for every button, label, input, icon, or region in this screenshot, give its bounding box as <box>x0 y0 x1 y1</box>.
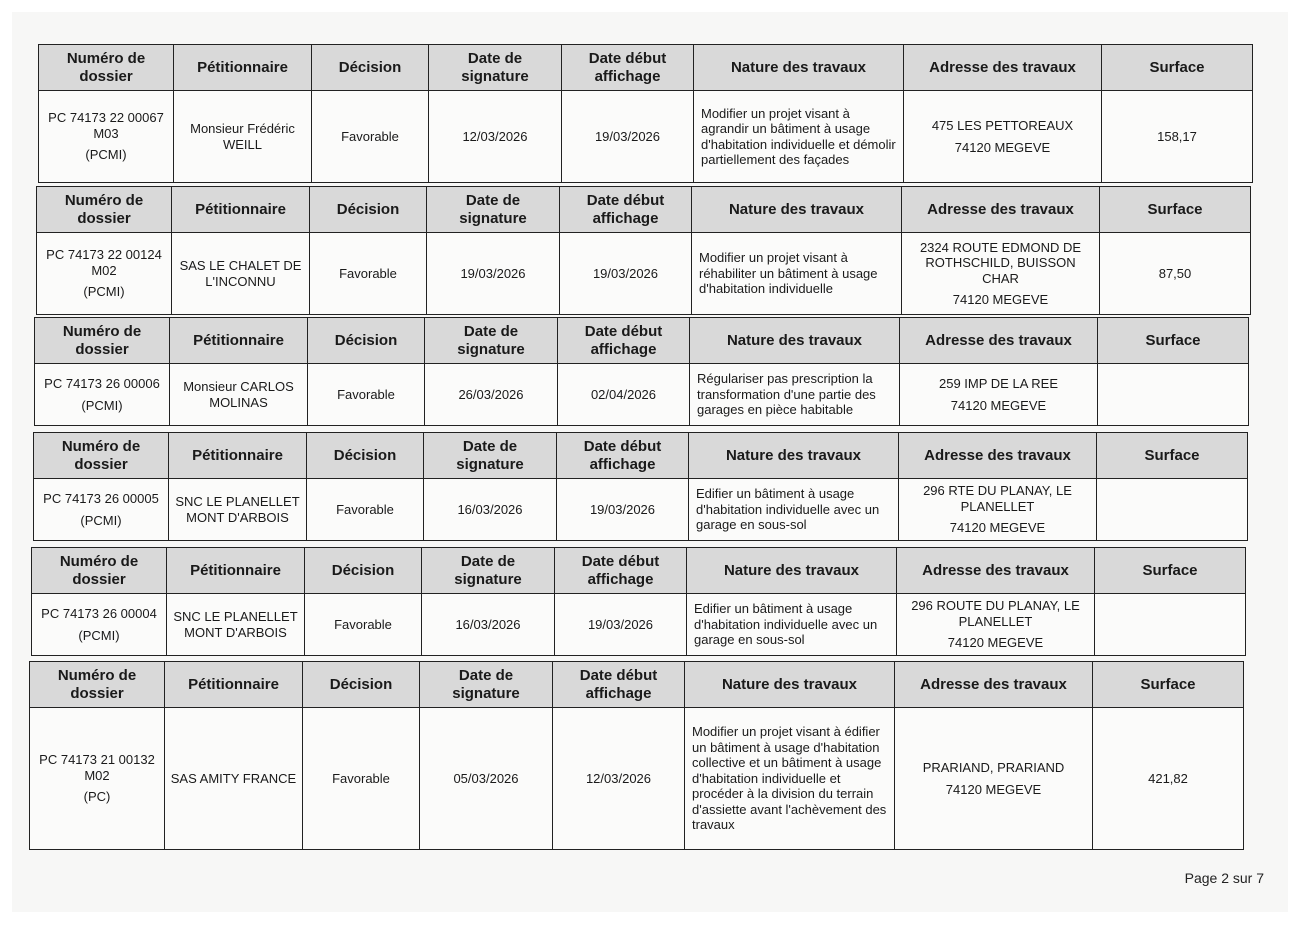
surface-cell <box>1097 479 1248 541</box>
page-number: Page 2 sur 7 <box>1184 870 1264 886</box>
adresse-city: 74120 MEGEVE <box>949 520 1046 536</box>
header-row <box>34 433 1248 479</box>
dossier-type: (PCMI) <box>85 147 127 163</box>
header-row <box>30 662 1244 708</box>
header-petitionnaire: Pétitionnaire <box>172 187 310 233</box>
adresse-city: 74120 MEGEVE <box>952 292 1049 307</box>
adresse-cell <box>899 479 1097 541</box>
date-affichage-cell: 19/03/2026 <box>562 91 694 183</box>
header-row <box>37 187 1251 233</box>
decision-cell: Favorable <box>308 364 425 426</box>
permit-row <box>30 708 1244 850</box>
decision-cell: Favorable <box>303 708 420 850</box>
adresse-line: PRARIAND, PRARIAND <box>922 760 1065 775</box>
dossier-number: PC 74173 21 00132 M02 <box>39 752 155 783</box>
adresse-cell <box>904 91 1102 183</box>
header-adresse: Adresse des travaux <box>895 662 1093 708</box>
permit-table <box>38 44 1253 183</box>
dossier-type: (PCMI) <box>83 284 125 300</box>
date-affichage-cell: 02/04/2026 <box>558 364 690 426</box>
header-surface: Surface <box>1093 662 1244 708</box>
header-row <box>39 45 1253 91</box>
date-signature-cell: 12/03/2026 <box>429 91 562 183</box>
permit-table <box>31 547 1246 656</box>
adresse-cell <box>895 708 1093 850</box>
header-date-affichage: Date début affichage <box>553 662 685 708</box>
surface-cell: 87,50 <box>1100 233 1251 315</box>
header-dossier: Numéro de dossier <box>37 187 172 233</box>
adresse-city: 74120 MEGEVE <box>954 139 1051 155</box>
permit-table <box>34 317 1249 426</box>
header-date-signature: Date de signature <box>425 318 558 364</box>
date-signature-cell: 19/03/2026 <box>427 233 560 315</box>
dossier-cell <box>34 479 169 541</box>
dossier-cell <box>39 91 174 183</box>
header-dossier: Numéro de dossier <box>39 45 174 91</box>
header-date-affichage: Date début affichage <box>557 433 689 479</box>
header-decision: Décision <box>305 548 422 594</box>
permit-row <box>39 91 1253 183</box>
date-affichage-cell: 19/03/2026 <box>555 594 687 656</box>
petitionnaire-cell: SNC LE PLANELLET MONT D'ARBOIS <box>167 594 305 656</box>
decision-cell: Favorable <box>307 479 424 541</box>
header-decision: Décision <box>310 187 427 233</box>
dossier-number: PC 74173 26 00004 <box>41 606 157 621</box>
nature-cell: Edifier un bâtiment à usage d'habitation individuelle avec un garage en sous-sol <box>687 594 897 656</box>
header-petitionnaire: Pétitionnaire <box>170 318 308 364</box>
date-signature-cell: 26/03/2026 <box>425 364 558 426</box>
header-decision: Décision <box>312 45 429 91</box>
date-affichage-cell: 12/03/2026 <box>553 708 685 850</box>
dossier-cell <box>37 233 172 315</box>
petitionnaire-cell: Monsieur Frédéric WEILL <box>174 91 312 183</box>
nature-cell: Modifier un projet visant à réhabiliter un bâtiment à usage d'habitation individuelle <box>692 233 902 315</box>
header-date-signature: Date de signature <box>422 548 555 594</box>
dossier-cell <box>32 594 167 656</box>
adresse-line: 2324 ROUTE EDMOND DE ROTHSCHILD, BUISSON CHAR <box>919 239 1082 286</box>
dossier-number: PC 74173 26 00005 <box>43 491 159 506</box>
petitionnaire-cell: Monsieur CARLOS MOLINAS <box>170 364 308 426</box>
dossier-type: (PC) <box>83 789 111 805</box>
dossier-type: (PCMI) <box>80 512 122 528</box>
header-nature: Nature des travaux <box>694 45 904 91</box>
header-date-signature: Date de signature <box>420 662 553 708</box>
permit-row <box>32 594 1246 656</box>
header-nature: Nature des travaux <box>690 318 900 364</box>
document-page <box>12 12 1288 912</box>
decision-cell: Favorable <box>310 233 427 315</box>
header-dossier: Numéro de dossier <box>34 433 169 479</box>
header-surface: Surface <box>1095 548 1246 594</box>
date-signature-cell: 05/03/2026 <box>420 708 553 850</box>
header-dossier: Numéro de dossier <box>35 318 170 364</box>
header-nature: Nature des travaux <box>689 433 899 479</box>
header-date-signature: Date de signature <box>424 433 557 479</box>
adresse-line: 296 ROUTE DU PLANAY, LE PLANELLET <box>911 598 1080 629</box>
header-petitionnaire: Pétitionnaire <box>169 433 307 479</box>
surface-cell: 158,17 <box>1102 91 1253 183</box>
date-affichage-cell: 19/03/2026 <box>557 479 689 541</box>
header-surface: Surface <box>1097 433 1248 479</box>
adresse-city: 74120 MEGEVE <box>950 397 1047 413</box>
header-dossier: Numéro de dossier <box>30 662 165 708</box>
dossier-cell <box>30 708 165 850</box>
petitionnaire-cell: SAS LE CHALET DE L'INCONNU <box>172 233 310 315</box>
header-nature: Nature des travaux <box>692 187 902 233</box>
dossier-type: (PCMI) <box>78 627 120 643</box>
dossier-type: (PCMI) <box>81 397 123 413</box>
dossier-number: PC 74173 22 00067 M03 <box>48 110 164 141</box>
header-surface: Surface <box>1102 45 1253 91</box>
header-adresse: Adresse des travaux <box>897 548 1095 594</box>
petitionnaire-cell: SAS AMITY FRANCE <box>165 708 303 850</box>
permit-row <box>34 479 1248 541</box>
dossier-number: PC 74173 26 00006 <box>44 376 160 391</box>
header-date-affichage: Date début affichage <box>560 187 692 233</box>
header-adresse: Adresse des travaux <box>900 318 1098 364</box>
header-petitionnaire: Pétitionnaire <box>174 45 312 91</box>
nature-cell: Régulariser pas prescription la transformation d'une partie des garages en pièce habitable <box>690 364 900 426</box>
adresse-line: 296 RTE DU PLANAY, LE PLANELLET <box>923 483 1072 514</box>
adresse-cell <box>897 594 1095 656</box>
header-decision: Décision <box>307 433 424 479</box>
date-affichage-cell: 19/03/2026 <box>560 233 692 315</box>
header-petitionnaire: Pétitionnaire <box>165 662 303 708</box>
nature-cell: Modifier un projet visant à agrandir un bâtiment à usage d'habitation individuelle et démolir partiellement des façades <box>694 91 904 183</box>
header-adresse: Adresse des travaux <box>902 187 1100 233</box>
header-surface: Surface <box>1100 187 1251 233</box>
adresse-city: 74120 MEGEVE <box>947 635 1044 651</box>
surface-cell <box>1095 594 1246 656</box>
header-date-signature: Date de signature <box>429 45 562 91</box>
dossier-number: PC 74173 22 00124 M02 <box>46 247 162 278</box>
header-row <box>35 318 1249 364</box>
header-date-affichage: Date début affichage <box>562 45 694 91</box>
header-date-signature: Date de signature <box>427 187 560 233</box>
permit-table <box>33 432 1248 541</box>
petitionnaire-cell: SNC LE PLANELLET MONT D'ARBOIS <box>169 479 307 541</box>
permit-table <box>36 186 1251 315</box>
date-signature-cell: 16/03/2026 <box>422 594 555 656</box>
header-adresse: Adresse des travaux <box>904 45 1102 91</box>
nature-cell: Modifier un projet visant à édifier un bâtiment à usage d'habitation collective et un bâtiment à usage d'habitation individuelle et procéder à la division du terrain d'assiette avant l'achèvement des travaux <box>685 708 895 850</box>
surface-cell: 421,82 <box>1093 708 1244 850</box>
header-petitionnaire: Pétitionnaire <box>167 548 305 594</box>
header-date-affichage: Date début affichage <box>555 548 687 594</box>
header-dossier: Numéro de dossier <box>32 548 167 594</box>
permit-table <box>29 661 1244 850</box>
header-decision: Décision <box>303 662 420 708</box>
adresse-line: 259 IMP DE LA REE <box>939 376 1058 391</box>
header-decision: Décision <box>308 318 425 364</box>
permit-row <box>37 233 1251 315</box>
nature-cell: Edifier un bâtiment à usage d'habitation individuelle avec un garage en sous-sol <box>689 479 899 541</box>
adresse-cell <box>902 233 1100 315</box>
date-signature-cell: 16/03/2026 <box>424 479 557 541</box>
header-date-affichage: Date début affichage <box>558 318 690 364</box>
adresse-city: 74120 MEGEVE <box>945 781 1042 797</box>
decision-cell: Favorable <box>312 91 429 183</box>
header-nature: Nature des travaux <box>685 662 895 708</box>
dossier-cell <box>35 364 170 426</box>
header-row <box>32 548 1246 594</box>
decision-cell: Favorable <box>305 594 422 656</box>
header-surface: Surface <box>1098 318 1249 364</box>
permit-row <box>35 364 1249 426</box>
surface-cell <box>1098 364 1249 426</box>
adresse-cell <box>900 364 1098 426</box>
adresse-line: 475 LES PETTOREAUX <box>931 118 1074 133</box>
header-nature: Nature des travaux <box>687 548 897 594</box>
header-adresse: Adresse des travaux <box>899 433 1097 479</box>
